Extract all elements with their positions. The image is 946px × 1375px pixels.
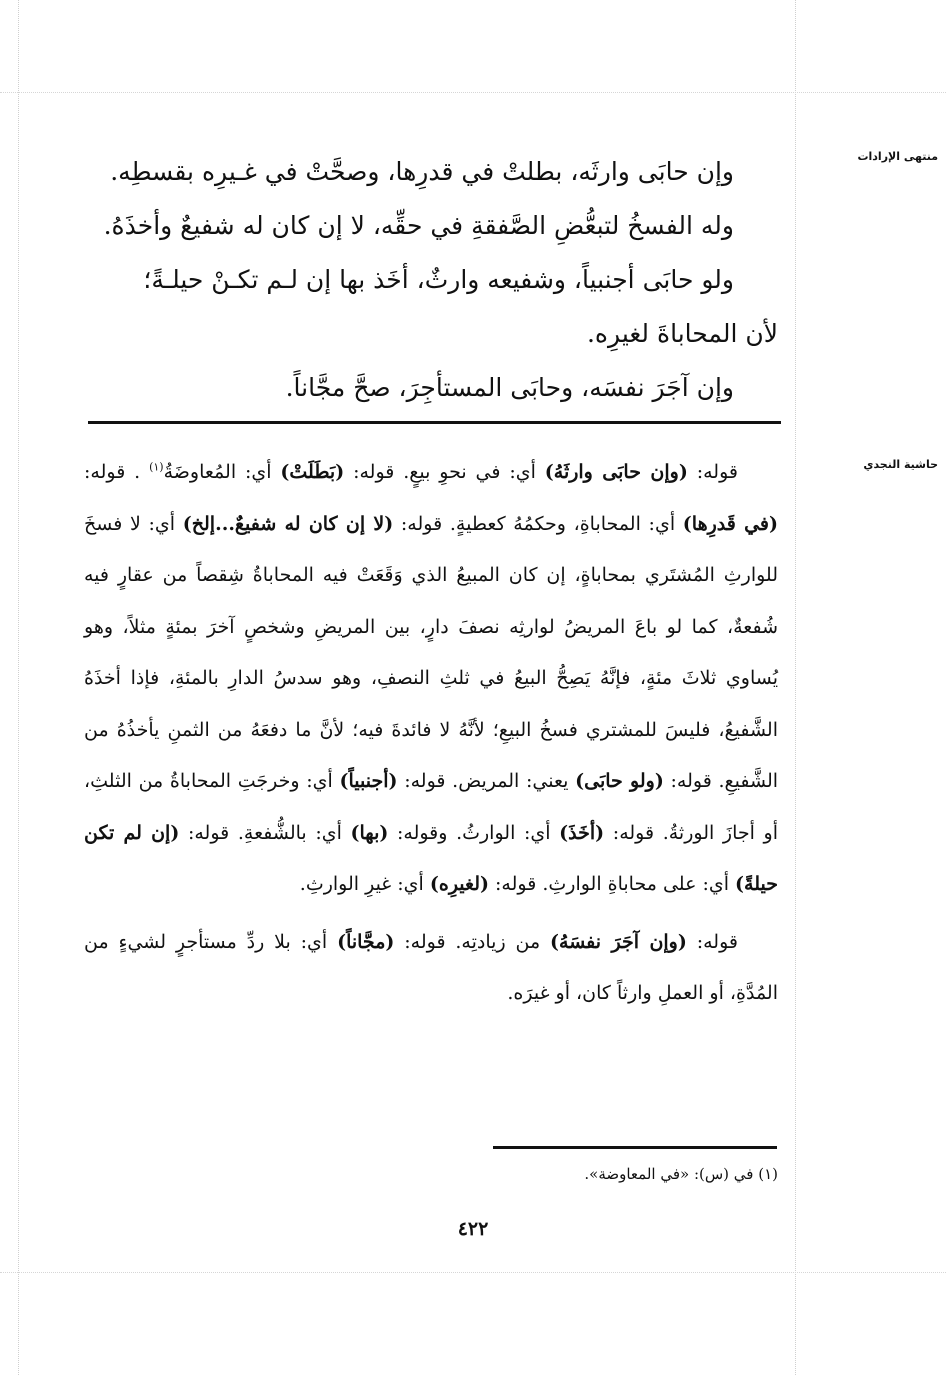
footnote-divider-rule <box>493 1146 777 1149</box>
commentary-segment: قوله: <box>687 461 738 483</box>
commentary-segment: أي: المحاباةِ، وحكمُهُ كعطيةٍ. قوله: <box>393 512 683 535</box>
quoted-headword: (بها) <box>350 821 389 844</box>
side-label-hashiya: حاشية النجدي <box>863 458 938 471</box>
quoted-headword: (وإن حابَى وارثَهُ) <box>544 461 688 483</box>
quoted-headword: (إن لم تكن حيلةً) <box>84 821 778 895</box>
commentary-segment: . قوله: <box>84 461 150 483</box>
scan-margin-line-bottom <box>0 1272 946 1273</box>
commentary-segment: أي: المُعاوضَةُ <box>163 461 281 483</box>
main-text-paragraph-2: وله الفسخُ لتبعُّضِ الصَّفقةِ في حقِّه، لا إن كان له شفيعٌ وأخذَهُ. <box>103 211 734 240</box>
scan-margin-line-left <box>18 0 19 1375</box>
quoted-headword: (لغيرِه) <box>429 873 489 895</box>
main-text-paragraph-1: وإن حابَى وارثَه، بطلتْ في قدرِها، وصحَّتْ في غـيرِه بقسطِه. <box>110 157 734 186</box>
commentary-segment: أي: على محاباةِ الوارثِ. قوله: <box>488 873 736 895</box>
commentary-paragraph-1 <box>84 447 778 911</box>
quoted-headword: (أخَذَ) <box>559 821 605 844</box>
quoted-headword: (في قَدرِها) <box>682 512 779 535</box>
commentary-segment: أي: وخرجَتِ المحاباةُ من الثلثِ، أو أجازَ الورثةُ. قوله: <box>84 770 778 844</box>
footnote-marker: (١) <box>149 460 164 474</box>
section-divider-rule <box>88 421 781 424</box>
footnote: (١) في (س): «في المعاوضة». <box>584 1165 778 1183</box>
main-text-paragraph-4: وإن آجَرَ نفسَه، وحابَى المستأجِرَ، صحَّ مجَّاناً. <box>285 373 734 402</box>
quoted-headword: (مجَّاناً) <box>337 930 395 953</box>
scan-margin-line-right <box>795 0 796 1375</box>
commentary-segment: أي: لا فسخَ للوارثِ المُشتَري بمحاباةٍ، إن كان المبيعُ الذي وَقَعَتْ فيه المحاباةُ شِقصاً من عقارٍ فيه شُفعةٌ، كما لو باعَ المريضُ لوارثِه نصفَ دارٍ، بين المريضِ وشخصٍ آخرَ بمئةٍ مثلاً، وهو يُساوي ثلاثَ مئةٍ، فإنَّهُ يَصِحُّ البيعُ في ثلثِ النصفِ، وهو سدسُ الدارِ بالمئةِ، فإذا أخذَهُ الشَّفيعُ، فليسَ للمشتري فسخُ البيعِ؛ لأنَّهُ لا فائدةَ فيه؛ لأنَّ ما دفعَهُ من الثمنِ يأخذُهُ من الشَّفيعِ. قوله: <box>84 512 779 792</box>
quoted-headword: (بَطَلَتْ) <box>280 461 345 483</box>
commentary-segment: قوله: <box>686 930 738 953</box>
quoted-headword: (لا إن كان له شفيعٌ...إلخ) <box>182 512 394 535</box>
main-text <box>88 145 778 415</box>
side-label-matn: منتهى الإرادات <box>857 150 938 163</box>
commentary-segment: أي: بلا ردِّ مستأجرٍ لشيءٍ من المُدَّةِ، أو العملِ وارثاً كان، أو غيرَه. <box>84 930 778 1004</box>
commentary-paragraph-2 <box>84 917 778 1020</box>
quoted-headword: (وإن آجَرَ نفسَهُ) <box>550 930 687 953</box>
commentary-segment: أي: الوارثُ. وقوله: <box>388 821 560 844</box>
page-number: ٤٢٢ <box>457 1218 489 1240</box>
quoted-headword: (أجنبياً) <box>339 770 398 792</box>
commentary-segment: أي: بالشُّفعةِ. قوله: <box>179 821 351 844</box>
commentary-segment: أي: غيرِ الوارثِ. <box>299 873 430 895</box>
main-text-paragraph-3: ولو حابَى أجنبياً، وشفيعه وارثٌ، أخَذ بها إن لـم تكـنْ حيلـةً؛ <box>143 265 734 294</box>
quoted-headword: (ولو حابَى) <box>575 770 664 792</box>
scan-margin-line-top <box>0 92 946 93</box>
commentary-segment: يعني: المريض. قوله: <box>397 770 576 792</box>
commentary-segment: من زيادتِه. قوله: <box>394 930 551 953</box>
main-text-paragraph-3-continued: لأن المحاباةَ لغيرِه. <box>586 319 778 348</box>
commentary-segment: أي: في نحوِ بيعٍ. قوله: <box>344 461 545 483</box>
commentary-text <box>84 447 778 1020</box>
